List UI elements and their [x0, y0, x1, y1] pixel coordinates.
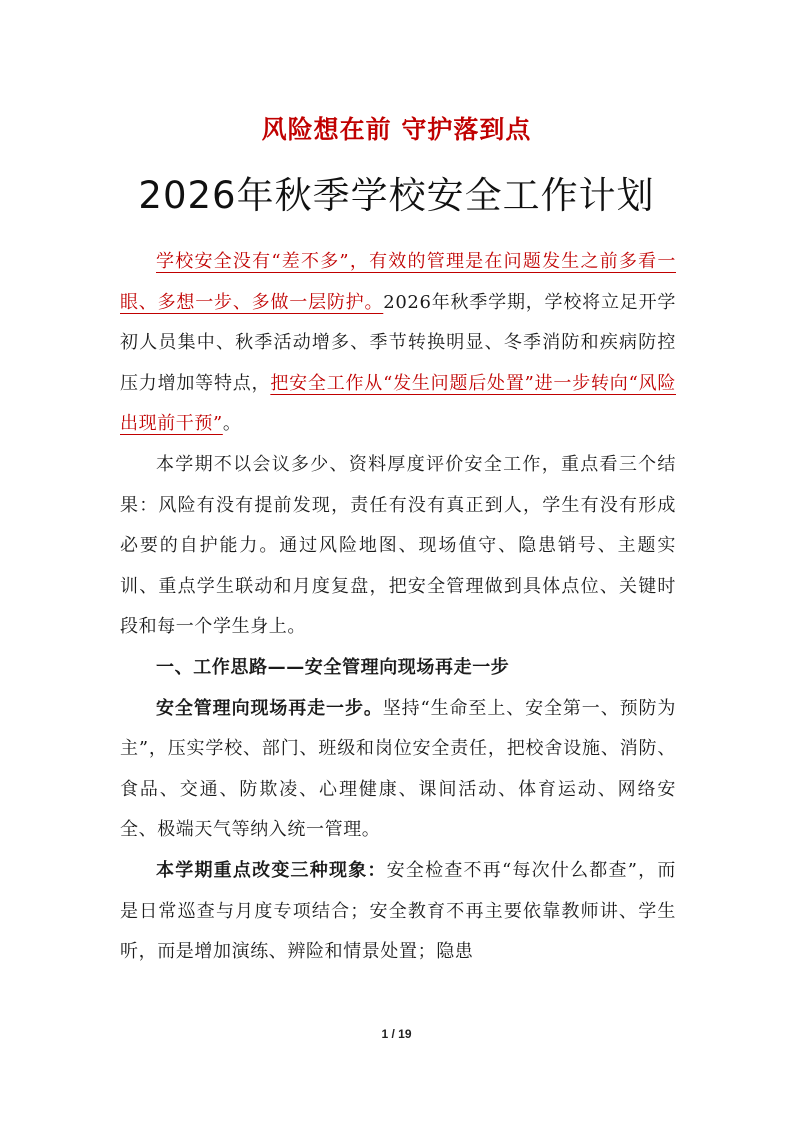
intro-text-2: 。: [222, 413, 242, 435]
section1-paragraph-1: [120, 689, 676, 851]
section1-paragraph-2: [120, 851, 676, 973]
document-subtitle: 风险想在前 守护落到点: [261, 115, 532, 144]
section1-paragraph-1-lead: 安全管理向现场再走一步。: [156, 697, 383, 719]
section1-paragraph-2-text: 安全检查不再“每次什么都查”，而是日常巡查与月度专项结合；安全教育不再主要依靠教师讲、学生听，而是增加演练、辨险和情景处置；隐患: [120, 859, 676, 963]
section1-paragraph-1-text: 坚持“生命至上、安全第一、预防为主”，压实学校、部门、班级和岗位安全责任，把校舍设施、消防、食品、交通、防欺凌、心理健康、课间活动、体育运动、网络安全、极端天气等纳入统一管理。: [120, 697, 676, 841]
section-heading-1: 一、工作思路——安全管理向现场再走一步: [156, 656, 510, 678]
section1-paragraph-2-lead: 本学期重点改变三种现象：: [156, 859, 387, 881]
page-number: 1 / 19: [381, 1027, 412, 1041]
intro-highlight-2: 把安全工作从“发生问题后处置”进一步转向“风险出现前干预”: [120, 372, 676, 435]
evaluation-paragraph: 本学期不以会议多少、资料厚度评价安全工作，重点看三个结果：风险有没有提前发现，责任有没有真正到人，学生有没有形成必要的自护能力。通过风险地图、现场值守、隐患销号、主题实训、重点学生联动和月度复盘，把安全管理做到具体点位、关键时段和每一个学生身上。: [120, 453, 676, 638]
document-body: [120, 242, 676, 973]
intro-highlight-1: 学校安全没有“差不多”，有效的管理是在问题发生之前多看一眼、多想一步、多做一层防护。: [120, 251, 676, 313]
intro-text-1: 2026年秋季学期，学校将立足开学初人员集中、秋季活动增多、季节转换明显、冬季消防和疾病防控压力增加等特点，: [120, 291, 676, 394]
document-title: 2026年秋季学校安全工作计划: [138, 174, 655, 217]
intro-paragraph: [120, 242, 676, 445]
